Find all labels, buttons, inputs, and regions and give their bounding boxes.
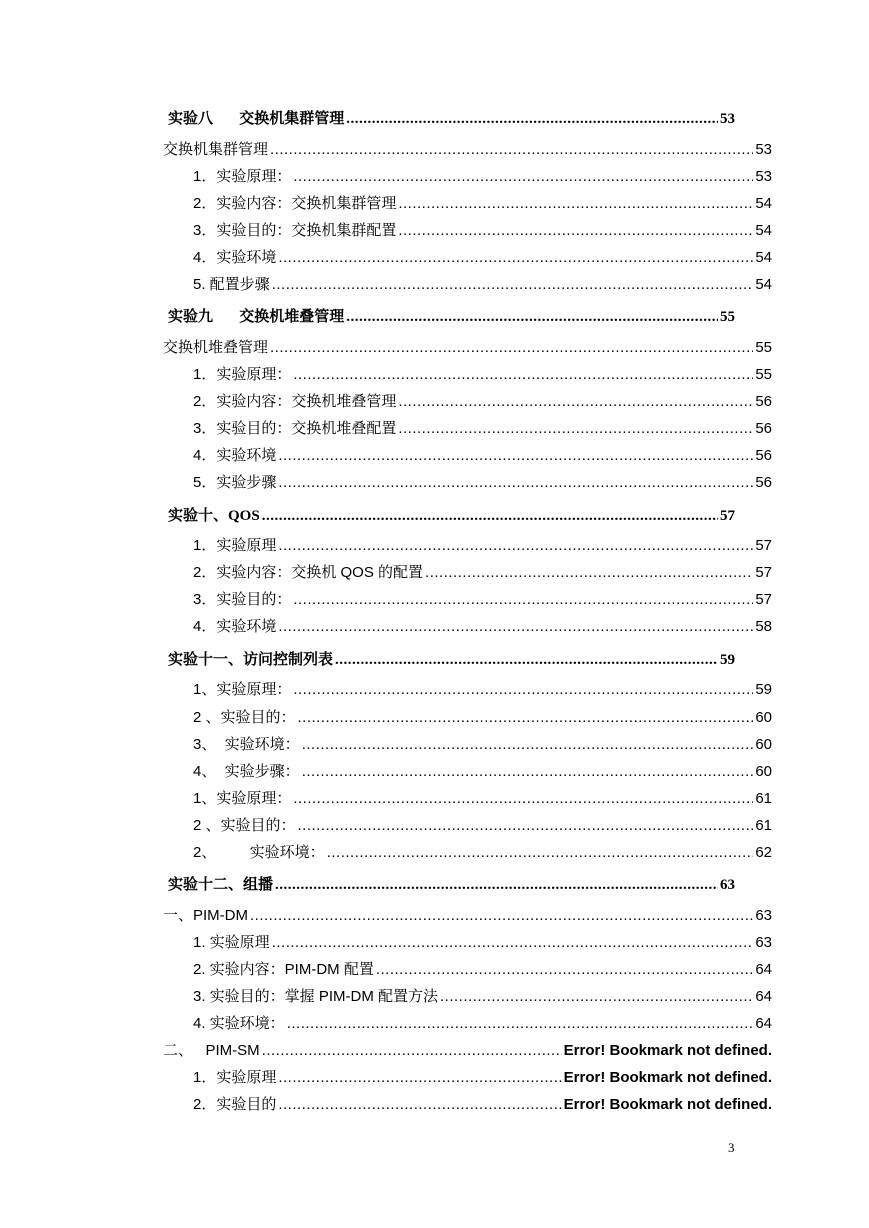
- leader-dots: [293, 168, 753, 185]
- leader-dots: [346, 111, 718, 128]
- toc-entry-page: 56: [755, 474, 772, 491]
- toc-entry-page: 56: [755, 393, 772, 410]
- leader-dots: [278, 474, 753, 491]
- toc-entry-label: 4．实验环境: [193, 447, 277, 464]
- toc-entry-label: 2．实验内容：交换机堆叠管理: [193, 393, 397, 410]
- toc-entry[interactable]: [193, 444, 772, 465]
- toc-entry-page: 58: [755, 618, 772, 635]
- toc-entry-label: 5．实验步骤: [193, 474, 277, 491]
- leader-dots: [302, 763, 754, 780]
- toc-entry-page: 53: [755, 168, 772, 185]
- toc-entry-label: 实验十一、访问控制列表: [168, 652, 334, 668]
- toc-entry-page: 57: [720, 508, 735, 524]
- toc-entry[interactable]: [193, 615, 772, 636]
- leader-dots: [302, 736, 754, 753]
- leader-dots: [398, 420, 753, 437]
- toc-entry-label: 实验十、QOS: [168, 508, 260, 524]
- toc-entry[interactable]: [163, 336, 772, 357]
- toc-entry-label: 交换机集群管理: [163, 141, 269, 158]
- toc-entry[interactable]: [168, 107, 735, 128]
- toc-entry-label: 2、 实验环境：: [193, 844, 325, 861]
- toc-entry-label: 4、 实验步骤：: [193, 763, 300, 780]
- toc-entry[interactable]: [193, 706, 772, 727]
- toc-entry-page: 59: [720, 652, 735, 668]
- toc-entry[interactable]: [168, 504, 735, 525]
- toc-entry[interactable]: [193, 561, 772, 582]
- leader-dots: [298, 709, 754, 726]
- toc-entry[interactable]: [193, 246, 772, 267]
- toc-entry[interactable]: [193, 192, 772, 213]
- toc-entry[interactable]: [193, 165, 772, 186]
- toc-entry-page: 53: [720, 111, 735, 127]
- toc-entry-page: Error! Bookmark not defined.: [563, 1096, 772, 1113]
- toc-entry-label: 2．实验目的: [193, 1096, 277, 1113]
- toc-entry[interactable]: [168, 648, 735, 669]
- toc-entry-label: 实验九 交换机堆叠管理: [168, 309, 345, 325]
- toc-entry[interactable]: [193, 1066, 772, 1087]
- toc-entry-page: 56: [755, 447, 772, 464]
- toc-entry-page: 60: [755, 763, 772, 780]
- toc-entry-page: 64: [755, 961, 772, 978]
- toc-entry[interactable]: [193, 733, 772, 754]
- leader-dots: [346, 309, 718, 326]
- toc-entry-page: Error! Bookmark not defined.: [563, 1069, 772, 1086]
- toc-entry-page: 55: [755, 366, 772, 383]
- toc-entry-page: 54: [755, 249, 772, 266]
- toc-entry-page: 55: [755, 339, 772, 356]
- toc-entry-page: 54: [755, 222, 772, 239]
- toc-entry[interactable]: [193, 390, 772, 411]
- leader-dots: [425, 564, 753, 581]
- toc-entry[interactable]: [163, 1039, 772, 1060]
- toc-entry-page: 60: [755, 709, 772, 726]
- toc-entry[interactable]: [193, 1012, 772, 1033]
- leader-dots: [262, 1042, 562, 1059]
- leader-dots: [293, 790, 753, 807]
- toc-entry[interactable]: [163, 904, 772, 925]
- toc-entry-page: 59: [755, 681, 772, 698]
- toc-entry[interactable]: [193, 1093, 772, 1114]
- toc-entry[interactable]: [193, 787, 772, 808]
- toc-entry-label: 3. 实验目的：掌握 PIM-DM 配置方法: [193, 988, 439, 1005]
- toc-entry[interactable]: [193, 814, 772, 835]
- leader-dots: [287, 1015, 754, 1032]
- toc-entry-label: 1．实验原理: [193, 1069, 277, 1086]
- leader-dots: [398, 393, 753, 410]
- leader-dots: [250, 907, 753, 924]
- leader-dots: [376, 961, 753, 978]
- leader-dots: [398, 222, 753, 239]
- leader-dots: [272, 276, 754, 293]
- toc-entry-page: 64: [755, 1015, 772, 1032]
- toc-entry-label: 4．实验环境: [193, 249, 277, 266]
- leader-dots: [278, 1069, 561, 1086]
- toc-entry-label: 3、 实验环境：: [193, 736, 300, 753]
- toc-entry[interactable]: [193, 219, 772, 240]
- toc-entry-page: 57: [755, 564, 772, 581]
- leader-dots: [272, 934, 754, 951]
- leader-dots: [278, 618, 753, 635]
- leader-dots: [262, 508, 718, 525]
- toc-entry-label: 一、PIM-DM: [163, 907, 248, 924]
- leader-dots: [293, 681, 753, 698]
- toc-entry[interactable]: [163, 138, 772, 159]
- toc-entry-label: 3．实验目的：交换机堆叠配置: [193, 420, 397, 437]
- leader-dots: [278, 447, 753, 464]
- leader-dots: [440, 988, 753, 1005]
- leader-dots: [327, 844, 754, 861]
- toc-entry[interactable]: [193, 363, 772, 384]
- leader-dots: [278, 537, 753, 554]
- toc-entry-page: 54: [755, 276, 772, 293]
- toc-entry-page: 56: [755, 420, 772, 437]
- toc-entry-page: 63: [720, 877, 735, 893]
- toc-entry[interactable]: [193, 760, 772, 781]
- toc-entry-label: 实验十二、组播: [168, 877, 274, 893]
- toc-entry-label: 1．实验原理: [193, 537, 277, 554]
- toc-entry-label: 1、实验原理：: [193, 681, 292, 698]
- page-number: 3: [728, 1140, 735, 1155]
- leader-dots: [270, 141, 753, 158]
- toc-entry[interactable]: [193, 931, 772, 952]
- toc-entry-label: 2 、实验目的：: [193, 709, 296, 726]
- toc-entry-page: 55: [720, 309, 735, 325]
- toc-entry-label: 1．实验原理：: [193, 366, 292, 383]
- toc-entry[interactable]: [193, 534, 772, 555]
- toc-entry-page: 61: [755, 817, 772, 834]
- toc-entry[interactable]: [193, 471, 772, 492]
- toc-entry-page: 57: [755, 591, 772, 608]
- leader-dots: [293, 591, 753, 608]
- toc-entry-page: 63: [755, 934, 772, 951]
- toc-entry-page: 62: [755, 844, 772, 861]
- toc-entry-page: 60: [755, 736, 772, 753]
- toc-entry-page: Error! Bookmark not defined.: [563, 1042, 772, 1059]
- toc-entry-page: 54: [755, 195, 772, 212]
- toc-entry-label: 1. 实验原理: [193, 934, 270, 951]
- leader-dots: [398, 195, 753, 212]
- toc-entry-label: 3．实验目的：交换机集群配置: [193, 222, 397, 239]
- toc-entry-label: 1、实验原理：: [193, 790, 292, 807]
- toc-entry[interactable]: [193, 985, 772, 1006]
- leader-dots: [275, 877, 718, 894]
- leader-dots: [293, 366, 753, 383]
- leader-dots: [335, 652, 718, 669]
- toc-entry-page: 64: [755, 988, 772, 1005]
- toc-entry[interactable]: [168, 305, 735, 326]
- toc-entry-page: 63: [755, 907, 772, 924]
- toc-entry-label: 二、 PIM-SM: [163, 1042, 260, 1059]
- toc-entry-label: 5. 配置步骤: [193, 276, 270, 293]
- toc-entry[interactable]: [193, 588, 772, 609]
- leader-dots: [298, 817, 754, 834]
- toc-entry-page: 61: [755, 790, 772, 807]
- leader-dots: [278, 249, 753, 266]
- toc-entry[interactable]: [193, 417, 772, 438]
- toc-entry-page: 53: [755, 141, 772, 158]
- toc-entry[interactable]: [193, 841, 772, 862]
- leader-dots: [278, 1096, 561, 1113]
- toc-entry-label: 2. 实验内容：PIM-DM 配置: [193, 961, 374, 978]
- toc-entry-label: 4. 实验环境：: [193, 1015, 285, 1032]
- toc-entry-label: 3．实验目的：: [193, 591, 292, 608]
- toc-entry-label: 交换机堆叠管理: [163, 339, 269, 356]
- toc-entry[interactable]: [193, 273, 772, 294]
- toc-entry[interactable]: [193, 958, 772, 979]
- toc-entry-label: 2．实验内容：交换机 QOS 的配置: [193, 564, 424, 581]
- leader-dots: [270, 339, 753, 356]
- toc-entry-label: 2．实验内容：交换机集群管理: [193, 195, 397, 212]
- toc-entry-label: 4．实验环境: [193, 618, 277, 635]
- toc-entry[interactable]: [168, 873, 735, 894]
- toc-entry-page: 57: [755, 537, 772, 554]
- toc-entry-label: 1．实验原理：: [193, 168, 292, 185]
- toc-entry-label: 2 、实验目的：: [193, 817, 296, 834]
- toc-entry[interactable]: [193, 678, 772, 699]
- toc-entry-label: 实验八 交换机集群管理: [168, 111, 345, 127]
